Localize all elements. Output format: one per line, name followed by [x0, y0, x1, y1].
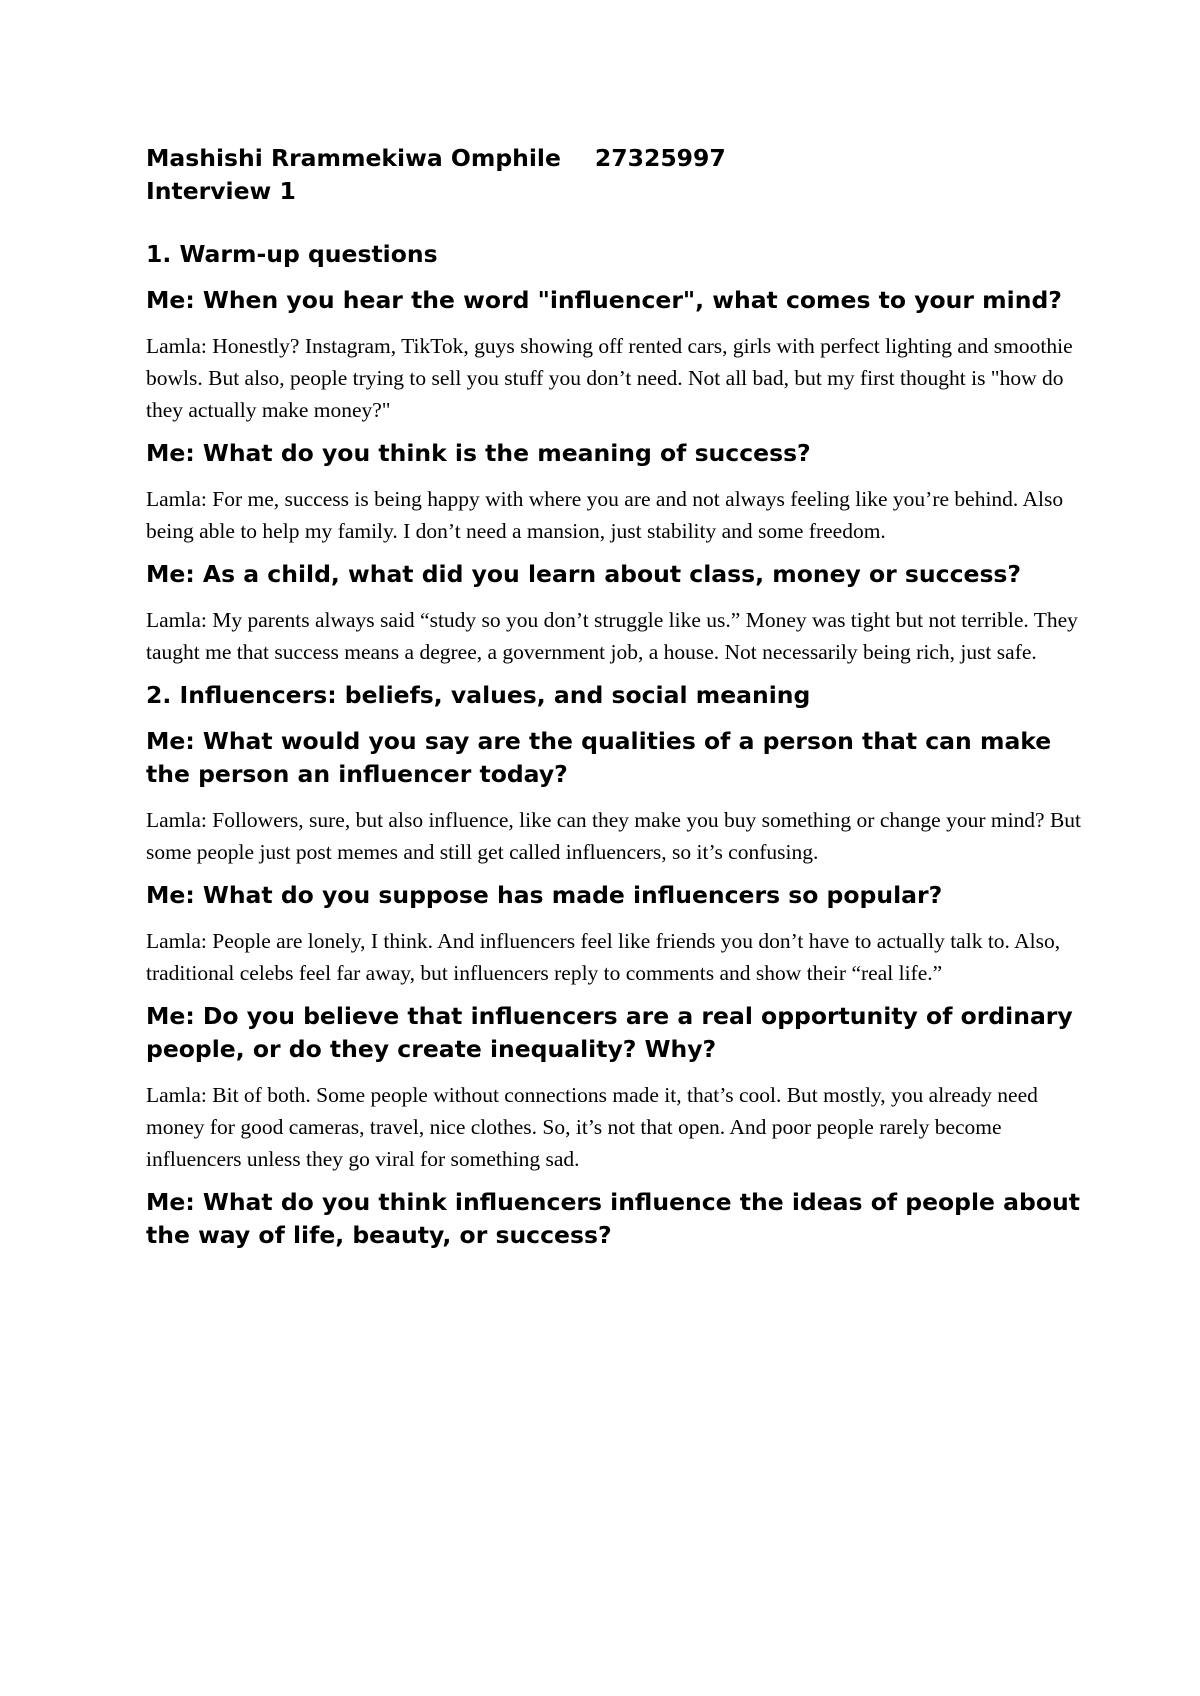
answer-opportunity-or-inequality: Lamla: Bit of both. Some people without connections made it, that’s cool. But mostly, you already need money for good cameras, travel, nice clothes. So, it’s not that open. And poor people rarely become influencers unless they go viral for something sad. [146, 1083, 1038, 1171]
question-influencer-word: Me: When you hear the word "influencer", what comes to your mind? [146, 286, 1062, 314]
question-childhood-class-money: Me: As a child, what did you learn about class, money or success? [146, 560, 1022, 588]
section-heading-influencers: 2. Influencers: beliefs, values, and social meaning [146, 681, 811, 709]
document-subtitle: Interview 1 [146, 177, 296, 205]
author-name: Mashishi Rrammekiwa Omphile [146, 144, 561, 172]
document-page [146, 142, 1086, 1265]
question-influence-on-ideas: Me: What do you think influencers influence the ideas of people about the way of life, beauty, or success? [146, 1188, 1080, 1249]
question-influencer-popularity: Me: What do you suppose has made influencers so popular? [146, 881, 943, 909]
answer-childhood-class-money: Lamla: My parents always said “study so you don’t struggle like us.” Money was tight but not terrible. They taught me that success means a degree, a government job, a house. Not necessarily being rich, just safe. [146, 608, 1078, 664]
question-opportunity-or-inequality: Me: Do you believe that influencers are a real opportunity of ordinary people, or do they create inequality? Why? [146, 1002, 1073, 1063]
author-line [146, 142, 1086, 175]
answer-influencer-qualities: Lamla: Followers, sure, but also influence, like can they make you buy something or change your mind? But some people just post memes and still get called influencers, so it’s confusing. [146, 808, 1082, 864]
question-influencer-qualities: Me: What would you say are the qualities of a person that can make the person an influencer today? [146, 727, 1052, 788]
answer-influencer-word: Lamla: Honestly? Instagram, TikTok, guys showing off rented cars, girls with perfect lighting and smoothie bowls. But also, people trying to sell you stuff you don’t need. Not all bad, but my first thought is "how do they actually make money?" [146, 334, 1073, 422]
answer-influencer-popularity: Lamla: People are lonely, I think. And influencers feel like friends you don’t have to actually talk to. Also, traditional celebs feel far away, but influencers reply to comments and show their “real life.” [146, 929, 1061, 985]
answer-meaning-of-success: Lamla: For me, success is being happy with where you are and not always feeling like you’re behind. Also being able to help my family. I don’t need a mansion, just stability and some freedom. [146, 487, 1064, 543]
question-meaning-of-success: Me: What do you think is the meaning of success? [146, 439, 811, 467]
section-heading-warm-up: 1. Warm-up questions [146, 240, 438, 268]
student-number: 27325997 [594, 144, 726, 172]
